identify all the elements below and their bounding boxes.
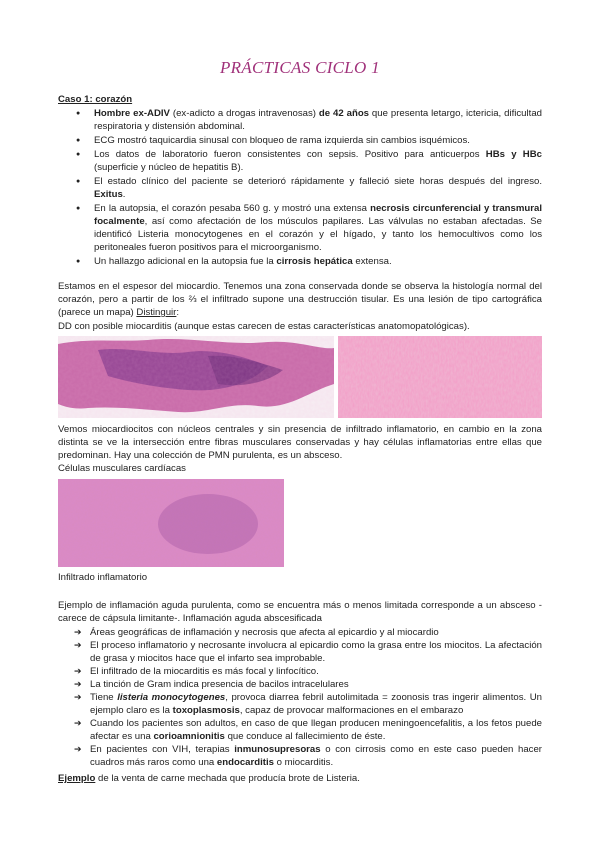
paragraph-myocardium-text: Estamos en el espesor del miocardio. Tenemos una zona conservada donde se observa la histología normal del corazón, pero a partir de los ⅔ el infiltrado supone una destrucción tisular. Es una lesión de tipo cartográfica (parece un mapa) (58, 281, 542, 318)
feature-item-text: Áreas geográficas de inflamación y necrosis que afecta al epicardio y al miocardio (90, 627, 439, 638)
feature-item-text: , capaz de provocar malformaciones en el embarazo (239, 705, 464, 716)
case-finding-item-text: Los datos de laboratorio fueron consistentes con sepsis. Positivo para anticuerpos (94, 149, 486, 160)
case-finding-item (58, 134, 542, 147)
case-findings-list (58, 107, 542, 269)
case-finding-item-text: (superficie y núcleo de hepatitis B). (94, 162, 244, 173)
feature-item (58, 678, 542, 691)
feature-item-text: , provoca diarrea febril autolimitada = zoonosis tras ingerir alimentos. Un ejemplo claro es la (90, 692, 542, 716)
feature-item (58, 626, 542, 639)
feature-item-text: El proceso inflamatorio y necrosante involucra al epicardio como la grasa entre los miocitos. La afectación de grasa y miocitos hace que el infarto sea improbable. (90, 640, 542, 664)
feature-item-text: toxoplasmosis (172, 705, 240, 716)
case-finding-item-text: , así como afectación de los músculos papilares. Las válvulas no estaban afectadas. Se identificó Listeria monocytogenes en el corazón y el hígado, y tanto los hemocultivos como los peritoneales fueron positivos para el microorganismo. (94, 216, 542, 253)
feature-item (58, 665, 542, 678)
feature-item (58, 717, 542, 743)
feature-item-text: La tinción de Gram indica presencia de bacilos intracelulares (90, 679, 349, 690)
feature-item-text: que conduce al fallecimiento de éste. (224, 731, 386, 742)
case-finding-item-text: (ex-adicto a drogas intravenosas) (169, 108, 319, 119)
paragraph-dd: DD con posible miocarditis (aunque estas carecen de estas características anatomopatológicas). (58, 321, 470, 332)
features-list (58, 626, 542, 769)
distinguir-label: Distinguir (136, 307, 177, 318)
histology-panoramic-image (58, 336, 334, 418)
feature-item (58, 743, 542, 769)
case-finding-item-text: . (122, 189, 126, 200)
page-title: PRÁCTICAS CICLO 1 (219, 58, 380, 77)
paragraph-myocardium (58, 280, 542, 319)
case-finding-item-text: extensa. (352, 256, 392, 267)
paragraph-myocardium-tail: : (176, 307, 180, 318)
case-finding-item-text: cirrosis hepática (276, 256, 353, 267)
case-finding-item-text: Exitus (94, 189, 123, 200)
example-text: de la venta de carne mechada que producía brote de Listeria. (95, 773, 360, 784)
case-finding-item (58, 175, 542, 201)
feature-item-text: endocarditis (216, 757, 274, 768)
case-finding-item-text: ECG mostró taquicardia sinusal con bloqueo de rama izquierda sin cambios isquémicos. (94, 135, 470, 146)
feature-item-text: inmunosupresoras (234, 744, 321, 755)
paragraph-purulent: Ejemplo de inflamación aguda purulenta, como se encuentra más o menos limitada corresponde a un absceso -carece de cápsula limitante-. Inflamación aguda abscesificada (58, 600, 542, 624)
paragraph-myocardiocytes: Vemos miocardiocitos con núcleos centrales y sin presencia de infiltrado inflamatorio, en cambio en la zona distinta se ve la intersección entre fibras musculares conservadas y hay células inflamatorias entre ellas que predominan. Hay una colección de PMN purulenta, es un absceso. (58, 424, 542, 461)
case-finding-item (58, 255, 542, 268)
case-finding-item-text: Hombre ex-ADIV (94, 108, 170, 119)
caption-infiltrate: Infiltrado inflamatorio (58, 572, 148, 583)
paragraph-example (58, 772, 542, 785)
example-label: Ejemplo (58, 773, 96, 784)
case-finding-item (58, 107, 542, 133)
case-finding-item-text: En la autopsia, el corazón pesaba 560 g. y mostró una extensa (94, 203, 371, 214)
case-finding-item (58, 202, 542, 254)
feature-item-text: o miocarditis. (273, 757, 334, 768)
case-finding-item-text: HBs y HBc (485, 149, 542, 160)
case-finding-item-text: Un hallazgo adicional en la autopsia fue la (94, 256, 277, 267)
case-finding-item (58, 148, 542, 174)
feature-item-text: El infiltrado de la miocarditis es más focal y linfocítico. (90, 666, 319, 677)
case-finding-item-text: El estado clínico del paciente se deterioró rápidamente y falleció siete horas después del ingreso. (94, 176, 542, 187)
feature-item-text: corioamnionitis (153, 731, 225, 742)
feature-item-text: listeria monocytogenes (117, 692, 226, 703)
case-finding-item-text: de 42 años (318, 108, 370, 119)
case-finding-item-text: necrosis circunferencial y transmural focalmente (94, 203, 542, 227)
feature-item-text: Tiene (90, 692, 118, 703)
feature-item (58, 639, 542, 665)
case-finding-item-text: que presenta letargo, ictericia, dificultad respiratoria y distensión abdominal. (94, 108, 542, 132)
feature-item (58, 691, 542, 717)
feature-item-text: o con cirrosis como en este caso pueden hacer cuadros más raros como una (90, 744, 542, 768)
case-heading: Caso 1: corazón (58, 94, 133, 105)
feature-item-text: Cuando los pacientes son adultos, en caso de que llegan producen meningoencefalitis, a los fetos puede afectar es una (90, 718, 542, 742)
histology-infiltrate-image (58, 479, 284, 567)
feature-item-text: En pacientes con VIH, terapias (90, 744, 235, 755)
histology-myocardium-image (338, 336, 542, 418)
caption-muscle-cells: Células musculares cardíacas (58, 463, 186, 474)
